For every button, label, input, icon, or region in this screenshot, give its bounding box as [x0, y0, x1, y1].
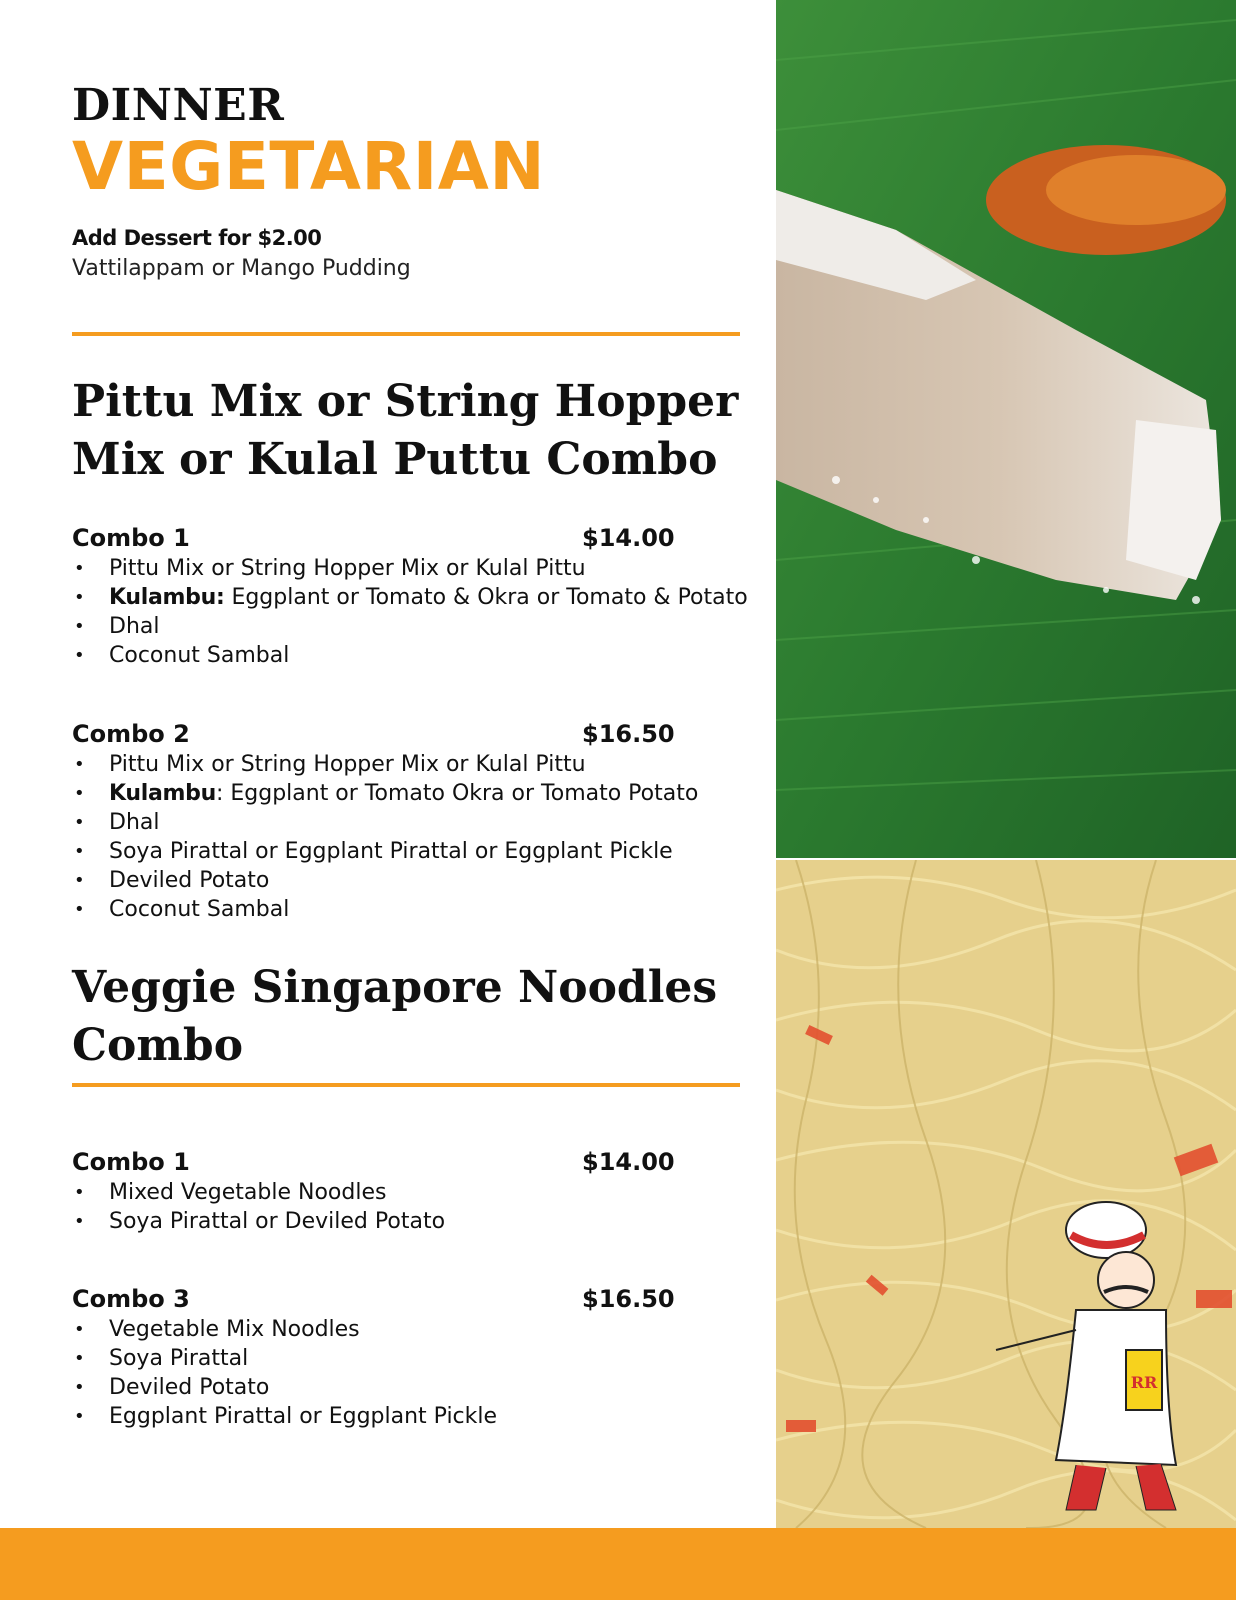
combo-items-list: [72, 554, 772, 670]
section-title-pittu: [72, 373, 752, 489]
combo-items-list: [72, 750, 772, 924]
combo-item: • Soya Pirattal: [72, 1344, 772, 1373]
combo-name: Combo 1: [72, 1148, 190, 1176]
pittu-photo: [776, 0, 1236, 858]
combo-item: • Deviled Potato: [72, 1373, 772, 1402]
combo-name: Combo 2: [72, 720, 190, 748]
combo-price: $14.00: [582, 1148, 675, 1176]
logo-monogram: RR: [1130, 1373, 1158, 1392]
combo-price: $16.50: [582, 1285, 675, 1313]
combo-item: • Soya Pirattal or Deviled Potato: [72, 1207, 772, 1236]
combo-item: • Soya Pirattal or Eggplant Pirattal or Eggplant Pickle: [72, 837, 772, 866]
combo-card: [72, 720, 772, 924]
combo-card: [72, 1148, 772, 1236]
combo-item: • Kulambu: Eggplant or Tomato & Okra or Tomato & Potato: [72, 583, 772, 612]
footer-accent-bar: [0, 1528, 1236, 1600]
section-title-line: Pittu Mix or String Hopper: [72, 376, 739, 427]
menu-title-dinner: DINNER: [72, 80, 285, 131]
section-divider: [72, 1083, 740, 1087]
combo-item: • Coconut Sambal: [72, 641, 772, 670]
combo-card: [72, 1285, 772, 1431]
noodles-photo: [776, 860, 1236, 1528]
combo-card: [72, 524, 772, 670]
section-divider: [72, 332, 740, 336]
combo-item: • Kulambu: Eggplant or Tomato Okra or Tomato Potato: [72, 779, 772, 808]
combo-name: Combo 1: [72, 524, 190, 552]
section-title-line: Veggie Singapore Noodles: [72, 962, 718, 1013]
combo-item: • Pittu Mix or String Hopper Mix or Kulal Pittu: [72, 554, 772, 583]
menu-title-vegetarian: VEGETARIAN: [72, 128, 546, 205]
combo-item: • Vegetable Mix Noodles: [72, 1315, 772, 1344]
combo-name: Combo 3: [72, 1285, 190, 1313]
combo-price: $14.00: [582, 524, 675, 552]
combo-items-list: [72, 1178, 772, 1236]
section-title-noodles: [72, 959, 752, 1075]
combo-item: • Mixed Vegetable Noodles: [72, 1178, 772, 1207]
combo-item: • Pittu Mix or String Hopper Mix or Kulal Pittu: [72, 750, 772, 779]
dessert-offer-options: Vattilappam or Mango Pudding: [72, 256, 411, 281]
combo-item: • Dhal: [72, 808, 772, 837]
combo-item: • Eggplant Pirattal or Eggplant Pickle: [72, 1402, 772, 1431]
combo-items-list: [72, 1315, 772, 1431]
combo-price: $16.50: [582, 720, 675, 748]
combo-item: • Dhal: [72, 612, 772, 641]
section-title-line: Combo: [72, 1020, 244, 1071]
combo-item: • Deviled Potato: [72, 866, 772, 895]
dessert-offer-title: Add Dessert for $2.00: [72, 226, 322, 250]
section-title-line: Mix or Kulal Puttu Combo: [72, 434, 718, 485]
combo-item: • Coconut Sambal: [72, 895, 772, 924]
